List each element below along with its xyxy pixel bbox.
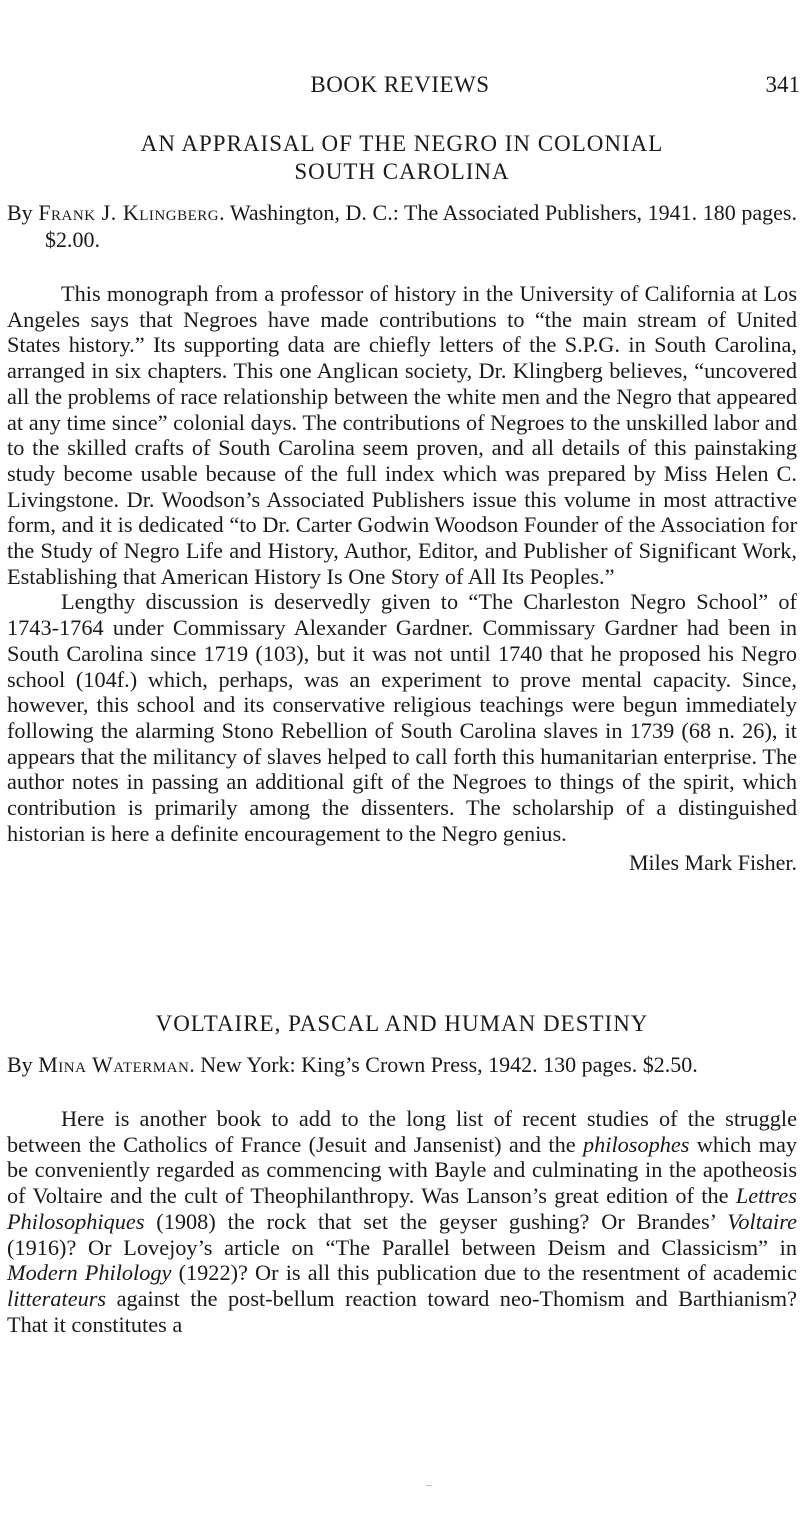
text-segment: against the post-bellum reaction toward neo-Thomism and Barthianism? That it constitutes a (7, 1285, 797, 1337)
publication-details: . New York: King’s Crown Press, 1942. 130 pages. $2.50. (189, 1052, 698, 1077)
paragraph-2: Lengthy discussion is deservedly given to “The Charleston Negro School” of 1743-1764 under Commissary Alexander Gardner. Commissary Gardner had been in South Carolina since 1719 (103), but it was not until 1740 that he proposed his Negro school (104f.) which, perhaps, was an experiment to prove mental capacity. Since, however, this school and its conservative religious teachings were begun immediately following the alarming Stono Rebellion of South Carolina slaves in 1739 (68 n. 26), it appears that the militancy of slaves helped to call forth this humanitarian enterprise. The author notes in passing an additional gift of the Negroes to things of the spirit, which contribution is primarily among the dissenters. The scholarship of a distinguished historian is here a definite encouragement to the Negro genius. (7, 589, 797, 846)
page-number: 341 (765, 72, 800, 97)
review-body (7, 1106, 797, 1337)
reviewer-signature: Miles Mark Fisher. (628, 850, 797, 876)
review-voltaire-pascal-human-destiny (7, 1010, 797, 1337)
print-speck (426, 1485, 432, 1486)
author-name: Frank J. Klingberg (38, 200, 220, 225)
italic-title-lettres-philosophiques: Lettres Philosophiques (7, 1183, 797, 1234)
paragraph-1 (7, 1106, 797, 1337)
review-title-line-2: SOUTH CAROLINA (294, 159, 510, 184)
italic-title-voltaire: Voltaire (727, 1208, 797, 1234)
byline-prefix: By (7, 200, 39, 225)
running-head (0, 72, 800, 102)
publication-details: . Washington, D. C.: The Associated Publishers, 1941. 180 pages. $2.00. (45, 200, 797, 252)
byline (7, 1051, 797, 1078)
paragraph-1: This monograph from a professor of history in the University of California at Los Angeles says that Negroes have made contributions to “the main stream of United States history.” Its supporting data are chiefly letters of the S.P.G. in South Carolina, arranged in six chapters. This one Anglican society, Dr. Klingberg believes, “uncovered all the problems of race relationship between the white men and the Negro that appeared at any time since” colonial days. The contributions of Negroes to the unskilled labor and to the skilled crafts of South Carolina seem proven, and all details of this painstaking study become usable because of the full index which was prepared by Miss Helen C. Livingstone. Dr. Woodson’s Associated Publishers issue this volume in most attractive form, and it is dedicated “to Dr. Carter Godwin Woodson Founder of the Association for the Study of Negro Life and History, Author, Editor, and Publisher of Significant Work, Establishing that American History Is One Story of All Its Peoples.” (7, 281, 797, 589)
review-title-line-1: AN APPRAISAL OF THE NEGRO IN COLONIAL (140, 131, 664, 156)
review-title (7, 130, 797, 186)
italic-title-modern-philology: Modern Philology (7, 1260, 172, 1286)
review-appraisal-negro-colonial-south-carolina (7, 130, 797, 876)
review-title: VOLTAIRE, PASCAL AND HUMAN DESTINY (155, 1011, 649, 1036)
byline (7, 199, 797, 253)
italic-term-philosophes: philosophes (582, 1131, 690, 1157)
author-name: Mina Waterman (38, 1052, 190, 1077)
italic-term-litterateurs: litterateurs (7, 1285, 107, 1311)
text-segment: which may be conveniently regarded as commencing with Bayle and culminating in the apotheosis of Voltaire and the cult of Theophilanthropy. Was Lanson’s great edition of the (7, 1131, 798, 1209)
text-segment: (1908) the rock that set the geyser gushing? Or Brandes’ (144, 1208, 728, 1234)
running-title: BOOK REVIEWS (310, 72, 490, 97)
text-segment: Here is another book to add to the long list of recent studies of the struggle between the Catholics of France (Jesuit and Jansenist) and the (7, 1106, 797, 1157)
byline-prefix: By (7, 1052, 39, 1077)
review-body (7, 281, 797, 846)
text-segment: (1922)? Or is all this publication due to the resentment of academic (171, 1260, 797, 1286)
text-segment: (1916)? Or Lovejoy’s article on “The Parallel between Deism and Classicism” in (7, 1234, 797, 1260)
